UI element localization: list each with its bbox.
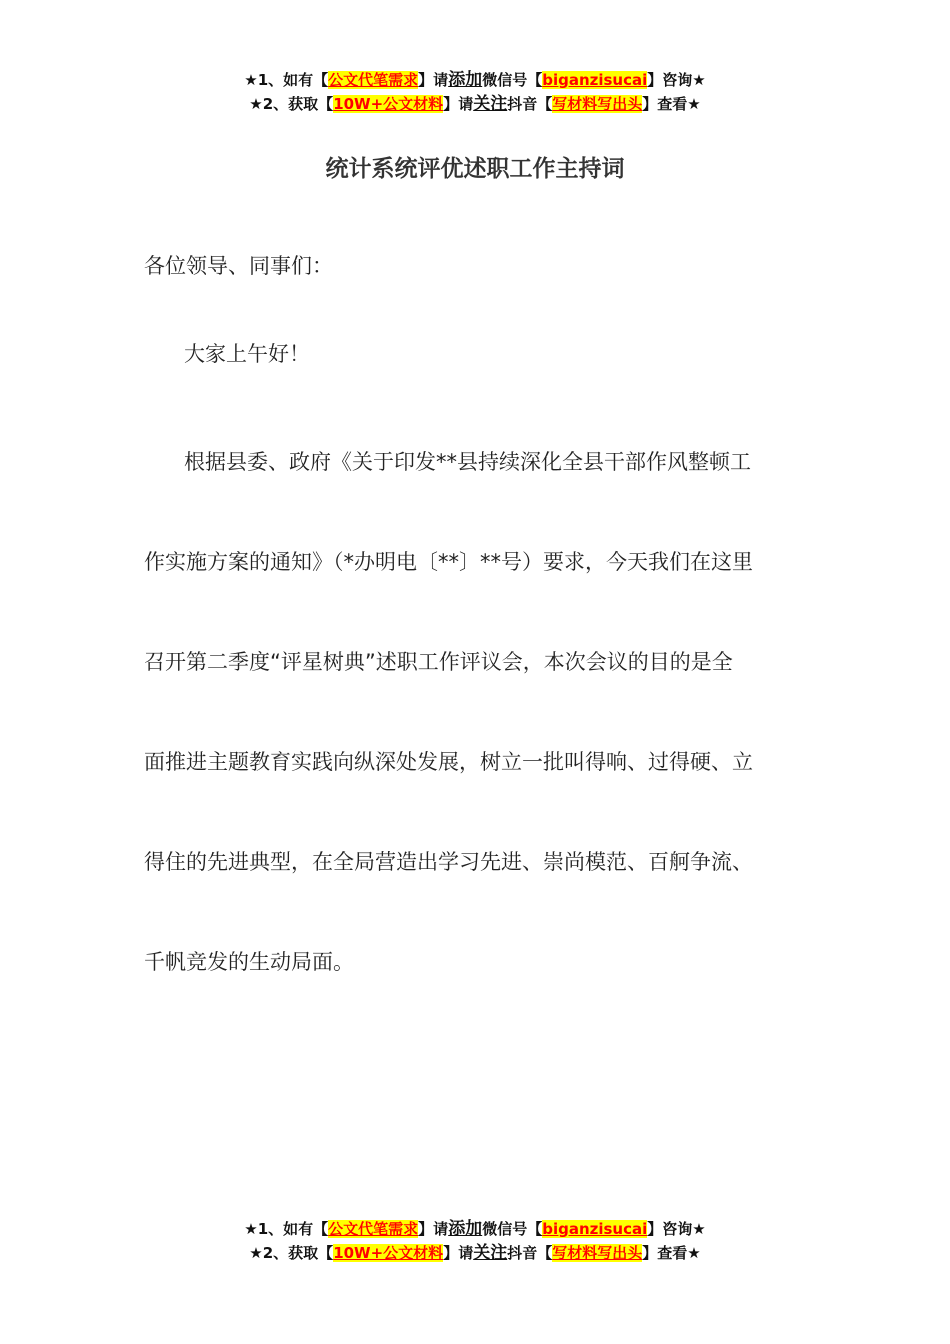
banner-text: 】咨询★: [647, 1220, 706, 1238]
banner-text: 】请: [418, 1220, 449, 1238]
banner-highlight: 10W+公文材料: [333, 1244, 444, 1262]
banner-text: 抖音【: [507, 1244, 553, 1262]
banner-line-1: [0, 68, 950, 92]
banner-line-1: [0, 1217, 950, 1241]
paragraph-line: 得住的先进典型，在全局营造出学习先进、崇尚模范、百舸争流、: [144, 850, 753, 874]
banner-highlight: 写材料写出头: [552, 95, 643, 113]
banner-emphasis: 添加: [448, 1219, 483, 1239]
banner-emphasis: 添加: [448, 70, 483, 90]
banner-emphasis: 关注: [473, 1243, 508, 1263]
banner-text: 】请: [443, 1244, 474, 1262]
greeting: 各位领导、同事们：: [144, 254, 333, 278]
banner-text: 】咨询★: [647, 71, 706, 89]
banner-highlight: 公文代笔需求: [328, 1220, 419, 1238]
banner-highlight: biganzisucai: [542, 1220, 648, 1238]
document-title: 统计系统评优述职工作主持词: [325, 156, 625, 182]
banner-highlight: 写材料写出头: [552, 1244, 643, 1262]
banner-text: ★2、获取【: [249, 1244, 334, 1262]
banner-text: 】查看★: [642, 1244, 701, 1262]
banner-text: 】请: [418, 71, 449, 89]
banner-line-2: [0, 1241, 950, 1265]
salutation: 大家上午好！: [184, 342, 310, 366]
banner-highlight: biganzisucai: [542, 71, 648, 89]
paragraph-line: 千帆竞发的生动局面。: [144, 950, 354, 974]
banner-text: ★2、获取【: [249, 95, 334, 113]
banner-text: 微信号【: [482, 71, 543, 89]
banner-text: ★1、如有【: [244, 71, 329, 89]
banner-text: ★1、如有【: [244, 1220, 329, 1238]
header-banner: [0, 68, 950, 116]
body-paragraph: [144, 412, 808, 1012]
paragraph-line: 面推进主题教育实践向纵深处发展，树立一批叫得响、过得硬、立: [144, 750, 753, 774]
banner-text: 抖音【: [507, 95, 553, 113]
banner-text: 微信号【: [482, 1220, 543, 1238]
banner-highlight: 公文代笔需求: [328, 71, 419, 89]
banner-highlight: 10W+公文材料: [333, 95, 444, 113]
paragraph-line: 作实施方案的通知》（*办明电〔**〕**号）要求，今天我们在这里: [144, 550, 753, 574]
paragraph-line: 召开第二季度“评星树典”述职工作评议会，本次会议的目的是全: [144, 650, 733, 674]
footer-banner: [0, 1217, 950, 1265]
banner-emphasis: 关注: [473, 94, 508, 114]
banner-text: 】查看★: [642, 95, 701, 113]
banner-text: 】请: [443, 95, 474, 113]
banner-line-2: [0, 92, 950, 116]
paragraph-line: 根据县委、政府《关于印发**县持续深化全县干部作风整顿工: [184, 450, 751, 474]
